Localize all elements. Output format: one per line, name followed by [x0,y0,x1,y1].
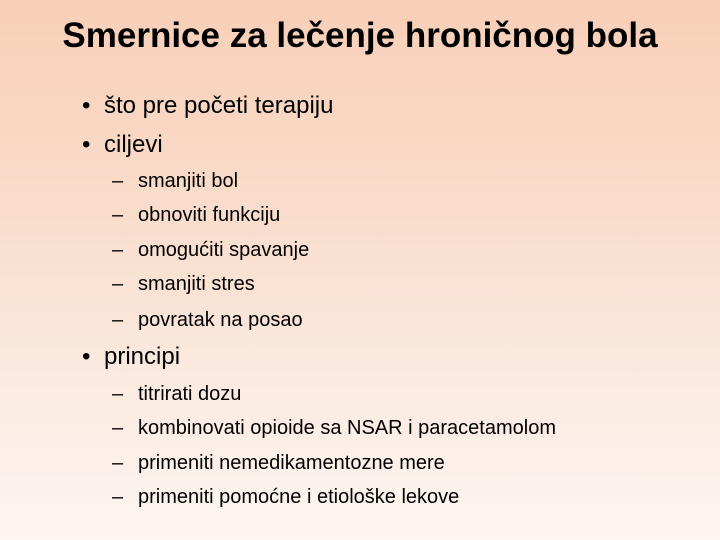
bullet-marker: • [82,343,91,370]
bullet-item [82,130,163,160]
sub-bullet-item [112,237,309,263]
sub-bullet-text: kombinovati opioide sa NSAR i paracetamolom [138,417,556,439]
sub-bullet-item [112,202,280,228]
sub-bullet-text: smanjiti stres [138,273,255,295]
sub-bullet-text: primeniti pomoćne i etiološke lekove [138,486,460,508]
sub-bullet-marker: – [112,486,124,508]
sub-bullet-text: obnoviti funkciju [138,204,281,226]
sub-bullet-text: povratak na posao [138,309,303,331]
sub-bullet-marker: – [112,309,124,331]
sub-bullet-marker: – [112,273,124,295]
bullet-text: principi [104,343,181,370]
sub-bullet-text: omogućiti spavanje [138,239,310,261]
sub-bullet-marker: – [112,383,124,405]
bullet-marker: • [82,131,91,158]
sub-bullet-item [112,484,459,510]
sub-bullet-text: smanjiti bol [138,170,239,192]
sub-bullet-marker: – [112,204,124,226]
bullet-item [82,91,333,121]
sub-bullet-item [112,381,241,407]
sub-bullet-item [112,307,303,333]
bullet-marker: • [82,92,91,119]
bullet-item [82,342,180,372]
sub-bullet-text: titrirati dozu [138,383,242,405]
bullet-text: ciljevi [104,131,163,158]
sub-bullet-item [112,415,556,441]
sub-bullet-item [112,168,238,194]
sub-bullet-item [112,271,255,297]
slide-title: Smernice za lečenje hroničnog bola [62,16,658,55]
sub-bullet-item [112,450,445,476]
sub-bullet-marker: – [112,170,124,192]
sub-bullet-marker: – [112,239,124,261]
sub-bullet-marker: – [112,417,124,439]
bullet-text: što pre početi terapiju [104,92,334,119]
sub-bullet-text: primeniti nemedikamentozne mere [138,452,445,474]
sub-bullet-marker: – [112,452,124,474]
